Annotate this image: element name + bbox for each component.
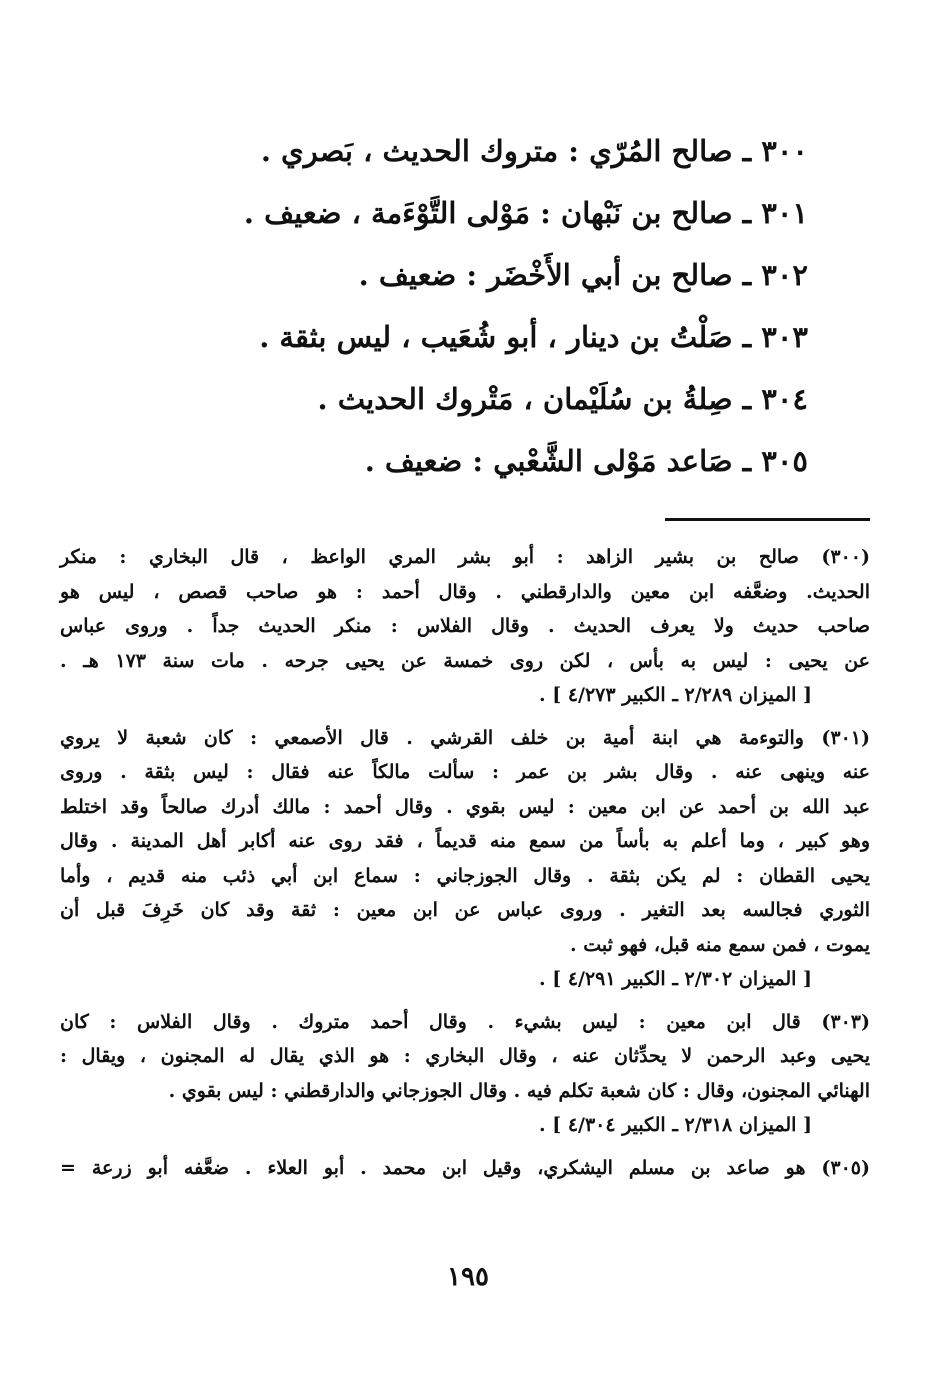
entry-304: ٣٠٤ ـ صِلةُ بن سُلَيْمان ، مَتْروك الحديث . xyxy=(317,382,808,416)
footnote-reference: [ الميزان ٢/٢٨٩ ـ الكبير ٤/٢٧٣ ] . xyxy=(538,684,812,706)
footnotes xyxy=(60,540,870,1193)
narrator-entries xyxy=(243,120,808,492)
entry-301: ٣٠١ ـ صالح بن نَبْهان : مَوْلى التَّوْءَمة ، ضعيف . xyxy=(243,196,808,230)
footnote-reference: [ الميزان ٢/٣٠٢ ـ الكبير ٤/٢٩١ ] . xyxy=(538,968,812,990)
footnote-305 xyxy=(60,1151,870,1186)
footnote-300 xyxy=(60,540,870,713)
footnote-line: عنه وينهى عنه . وقال بشر بن عمر : سألت مالكاً عنه فقال : ليس بثقة . وروى xyxy=(60,761,870,783)
footnote-line: يحيى القطان : لم يكن بثقة . وقال الجوزجاني : سماع ابن أبي ذئب منه قديم ، وأما xyxy=(60,864,870,887)
footnote-line: الهنائي المجنون، وقال : كان شعبة تكلم فيه . وقال الجوزجاني والدارقطني : ليس بقوي . xyxy=(168,1079,870,1102)
entry-305: ٣٠٥ ـ صَاعد مَوْلى الشَّعْبي : ضعيف . xyxy=(364,444,808,478)
footnote-line: (٣٠٥) هو صاعد بن مسلم اليشكري، وقيل ابن محمد . أبو العلاء . ضعَّفه أبو زرعة = xyxy=(60,1156,870,1179)
footnote-divider xyxy=(665,518,870,521)
footnote-reference: [ الميزان ٢/٣١٨ ـ الكبير ٤/٣٠٤ ] . xyxy=(538,1114,812,1136)
footnote-301 xyxy=(60,721,870,997)
entry-300: ٣٠٠ ـ صالح المُرّي : متروك الحديث ، بَصري . xyxy=(260,134,808,168)
footnote-line: (٣٠١) والتوءمة هي ابنة أمية بن خلف القرشي . قال الأصمعي : كان شعبة لا يروي xyxy=(60,726,870,749)
footnote-line: (٣٠٣) قال ابن معين : ليس بشيء . وقال أحمد متروك . وقال الفلاس : كان xyxy=(60,1010,870,1033)
footnote-line: الحديث. وضعَّفه ابن معين والدارقطني . وقال أحمد : هو صاحب قصص ، ليس هو xyxy=(60,580,870,603)
footnote-line: الثوري فجالسه بعد التغير . وروى عباس عن ابن معين : ثقة وقد كان خَرِفَ قبل أن xyxy=(60,899,870,921)
page-number: ١٩٥ xyxy=(447,1262,489,1292)
footnote-line: (٣٠٠) صالح بن بشير الزاهد : أبو بشر المري الواعظ ، قال البخاري : منكر xyxy=(60,546,870,568)
footnote-line: عن يحيى : ليس به بأس ، لكن روى خمسة عن يحيى جرحه . مات سنة ١٧٣ هـ . xyxy=(60,649,870,672)
footnote-line: صاحب حديث ولا يعرف الحديث . وقال الفلاس : منكر الحديث جداً . وروى عباس xyxy=(60,615,870,637)
entry-302: ٣٠٢ ـ صالح بن أبي الأَخْضَر : ضعيف . xyxy=(358,258,808,292)
footnote-line: يموت ، فمن سمع منه قبل، فهو ثبت . xyxy=(570,933,870,956)
footnote-line: وهو كبير ، وما أعلم به بأساً من سمع منه قديماً ، فقد روى عنه أكابر أهل المدينة . وقال xyxy=(60,830,870,852)
footnote-303 xyxy=(60,1005,870,1143)
footnote-line: يحيى وعبد الرحمن لا يحدِّثان عنه ، وقال البخاري : هو الذي يقال له المجنون ، ويقال : xyxy=(60,1045,870,1067)
entry-303: ٣٠٣ ـ صَلْتُ بن دينار ، أبو شُعَيب ، ليس بثقة . xyxy=(259,320,808,354)
footnote-line: عبد الله بن أحمد عن ابن معين : ليس بقوي . وقال أحمد : مالك أدرك صالحاً وقد اختلط xyxy=(60,795,870,818)
